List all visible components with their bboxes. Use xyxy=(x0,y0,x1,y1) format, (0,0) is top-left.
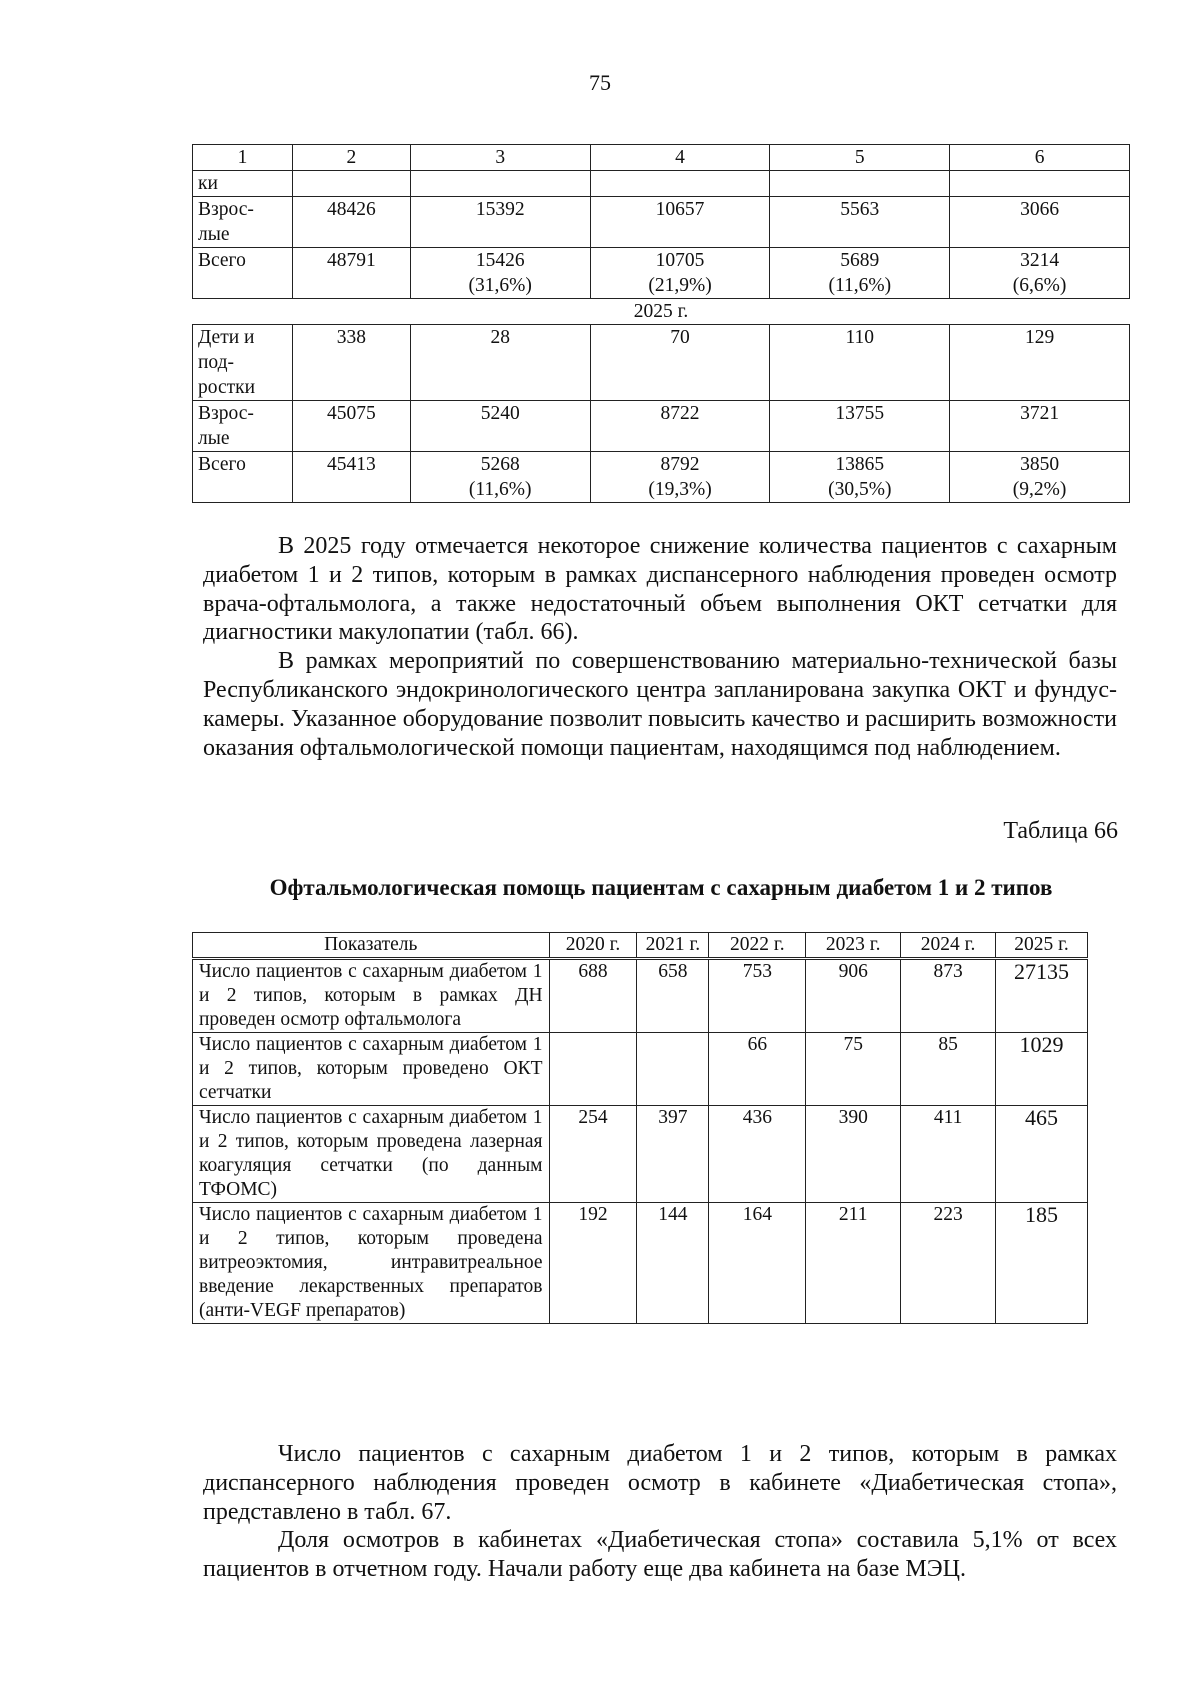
column-header: Показатель xyxy=(193,933,550,959)
column-number: 1 xyxy=(193,145,293,171)
table-cell: 28 xyxy=(410,325,590,401)
table-cell: 75 xyxy=(806,1033,901,1106)
table-cell: 1029 xyxy=(996,1033,1088,1106)
table-cell xyxy=(590,171,770,197)
column-header: 2022 г. xyxy=(709,933,806,959)
row-label: ки xyxy=(193,171,293,197)
table-cell: 465 xyxy=(996,1106,1088,1203)
table-cell: 66 xyxy=(709,1033,806,1106)
table-header-row xyxy=(193,933,1088,959)
column-number: 5 xyxy=(770,145,950,171)
table-cell: 436 xyxy=(709,1106,806,1203)
table-cell: 27135 xyxy=(996,959,1088,1033)
column-number: 3 xyxy=(410,145,590,171)
row-label: Число пациентов с сахарным диабетом 1 и 2 типов, которым в рамках ДН проведен осмотр офтальмолога xyxy=(193,959,550,1033)
table-cell: 10657 xyxy=(590,197,770,248)
table-cell: 906 xyxy=(806,959,901,1033)
table-cell: 185 xyxy=(996,1203,1088,1324)
table-row xyxy=(193,1106,1088,1203)
row-label: Число пациентов с сахарным диабетом 1 и 2 типов, которым проведено ОКТ сетчатки xyxy=(193,1033,550,1106)
column-number: 2 xyxy=(292,145,410,171)
table-cell: 753 xyxy=(709,959,806,1033)
table-title: Офтальмологическая помощь пациентам с сахарным диабетом 1 и 2 типов xyxy=(269,875,1053,900)
row-label: Дети и под- ростки xyxy=(193,325,293,401)
column-header: 2021 г. xyxy=(637,933,709,959)
table-cell: 211 xyxy=(806,1203,901,1324)
table-cell: 192 xyxy=(549,1203,637,1324)
table-cell xyxy=(637,1033,709,1106)
column-header: 2025 г. xyxy=(996,933,1088,959)
table-cell: 5563 xyxy=(770,197,950,248)
table-cell: 223 xyxy=(901,1203,996,1324)
table-cell: 10705 (21,9%) xyxy=(590,248,770,299)
column-header: 2023 г. xyxy=(806,933,901,959)
table-cell: 658 xyxy=(637,959,709,1033)
table-cell: 397 xyxy=(637,1106,709,1203)
table-cell: 688 xyxy=(549,959,637,1033)
table-cell: 15392 xyxy=(410,197,590,248)
table-row xyxy=(193,1033,1088,1106)
paragraph: Число пациентов с сахарным диабетом 1 и 2 типов, которым в рамках диспансерного наблюдения проведен осмотр в кабинете «Диабетическая стопа», представлено в табл. 67. xyxy=(203,1441,1117,1525)
table-row xyxy=(193,248,1130,299)
year-row xyxy=(193,299,1130,325)
table-cell: 13755 xyxy=(770,401,950,452)
table-cell: 70 xyxy=(590,325,770,401)
table-header-row xyxy=(193,145,1130,171)
column-number: 4 xyxy=(590,145,770,171)
table-cell: 254 xyxy=(549,1106,637,1203)
row-label: Взрос- лые xyxy=(193,401,293,452)
table-cell: 45075 xyxy=(292,401,410,452)
table-cell: 3214 (6,6%) xyxy=(950,248,1130,299)
table-row xyxy=(193,197,1130,248)
table-cell: 3721 xyxy=(950,401,1130,452)
table-row xyxy=(193,1203,1088,1324)
row-label: Всего xyxy=(193,248,293,299)
table-cell: 129 xyxy=(950,325,1130,401)
table-row xyxy=(193,325,1130,401)
row-label: Взрос- лые xyxy=(193,197,293,248)
table-cell: 873 xyxy=(901,959,996,1033)
table-cell xyxy=(549,1033,637,1106)
row-label: Число пациентов с сахарным диабетом 1 и 2 типов, которым проведена витреоэктомия, интравитреальное введение лекарственных препаратов (анти-VEGF препаратов) xyxy=(193,1203,550,1324)
paragraph: В 2025 году отмечается некоторое снижение количества пациентов с сахарным диабетом 1 и 2 типов, которым в рамках диспансерного наблюдения проведен осмотр врача-офтальмолога, а также недостаточный объем выполнения ОКТ сетчатки для диагностики макулопатии (табл. 66). xyxy=(203,533,1117,646)
paragraph: Доля осмотров в кабинетах «Диабетическая стопа» составила 5,1% от всех пациентов в отчетном году. Начали работу еще два кабинета на базе МЭЦ. xyxy=(203,1527,1117,1583)
table-cell: 45413 xyxy=(292,452,410,503)
table-caption: Таблица 66 xyxy=(1003,818,1118,844)
body-text-block-1 xyxy=(203,532,1117,762)
table-cell: 164 xyxy=(709,1203,806,1324)
column-number: 6 xyxy=(950,145,1130,171)
table-cell xyxy=(770,171,950,197)
table-cell: 8722 xyxy=(590,401,770,452)
table-cell: 390 xyxy=(806,1106,901,1203)
table-cell: 3850 (9,2%) xyxy=(950,452,1130,503)
column-header: 2020 г. xyxy=(549,933,637,959)
table-cell xyxy=(950,171,1130,197)
page-number: 75 xyxy=(589,70,611,95)
table-cell: 85 xyxy=(901,1033,996,1106)
table-cell: 8792 (19,3%) xyxy=(590,452,770,503)
table-cell: 411 xyxy=(901,1106,996,1203)
table-66 xyxy=(192,932,1088,1324)
row-label: Число пациентов с сахарным диабетом 1 и 2 типов, которым проведена лазерная коагуляция сетчатки (по данным ТФОМС) xyxy=(193,1106,550,1203)
table-cell: 3066 xyxy=(950,197,1130,248)
table-cell: 15426 (31,6%) xyxy=(410,248,590,299)
table-cell: 110 xyxy=(770,325,950,401)
column-header: 2024 г. xyxy=(901,933,996,959)
table-row xyxy=(193,959,1088,1033)
paragraph: В рамках мероприятий по совершенствованию материально-технической базы Республиканского эндокринологического центра запланирована закупка ОКТ и фундус-камеры. Указанное оборудование позволит повысить качество и расширить возможности оказания офтальмологической помощи пациентам, находящимся под наблюдением. xyxy=(203,648,1117,761)
table-cell: 48426 xyxy=(292,197,410,248)
table-cell: 5240 xyxy=(410,401,590,452)
table-row xyxy=(193,452,1130,503)
table-row xyxy=(193,401,1130,452)
table-cell xyxy=(292,171,410,197)
table-cell: 5268 (11,6%) xyxy=(410,452,590,503)
table-65-continuation xyxy=(192,144,1130,503)
table-row xyxy=(193,171,1130,197)
table-cell: 144 xyxy=(637,1203,709,1324)
table-cell: 48791 xyxy=(292,248,410,299)
table-cell: 13865 (30,5%) xyxy=(770,452,950,503)
body-text-block-2 xyxy=(203,1440,1117,1584)
table-cell xyxy=(410,171,590,197)
table-cell: 5689 (11,6%) xyxy=(770,248,950,299)
table-cell: 338 xyxy=(292,325,410,401)
year-label: 2025 г. xyxy=(193,299,1130,325)
row-label: Всего xyxy=(193,452,293,503)
